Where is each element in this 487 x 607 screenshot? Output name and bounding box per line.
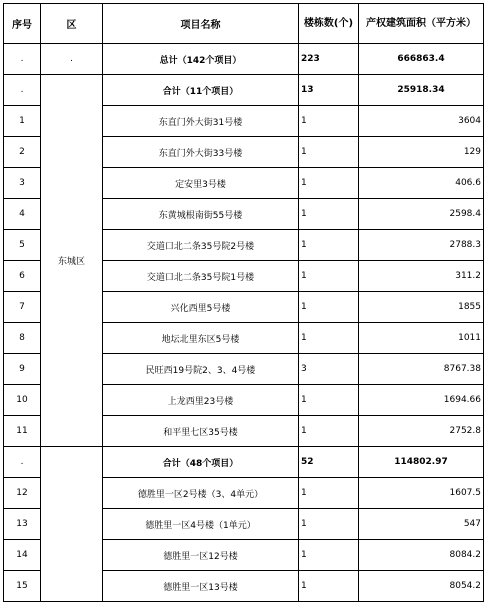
total-row (4, 44, 484, 75)
district-cell (41, 447, 103, 602)
row-seq: 1 (4, 106, 41, 137)
row-seq: 7 (4, 292, 41, 323)
total-buildings: 223 (299, 44, 359, 75)
row-project: 德胜里一区12号楼 (103, 540, 299, 571)
row-buildings: 1 (299, 230, 359, 261)
header-seq: 序号 (4, 4, 41, 44)
row-project: 交道口北二条35号院2号楼 (103, 230, 299, 261)
row-buildings: 1 (299, 106, 359, 137)
row-seq: 3 (4, 168, 41, 199)
row-buildings: 1 (299, 168, 359, 199)
row-seq: 4 (4, 199, 41, 230)
header-buildings: 楼栋数(个) (299, 4, 359, 44)
row-seq: 6 (4, 261, 41, 292)
row-project: 兴化西里5号楼 (103, 292, 299, 323)
row-project: 德胜里一区13号楼 (103, 571, 299, 602)
total-district: . (41, 44, 103, 75)
subtotal-buildings: 13 (299, 75, 359, 106)
row-area: 2752.8 (359, 416, 484, 447)
row-project: 定安里3号楼 (103, 168, 299, 199)
subtotal-row (4, 447, 484, 478)
row-area: 129 (359, 137, 484, 168)
row-buildings: 1 (299, 478, 359, 509)
row-area: 311.2 (359, 261, 484, 292)
row-seq: 9 (4, 354, 41, 385)
subtotal-area: 114802.97 (359, 447, 484, 478)
row-project: 东黄城根南街55号楼 (103, 199, 299, 230)
row-seq: 10 (4, 385, 41, 416)
header-area: 产权建筑面积（平方米） (359, 4, 484, 44)
header-district: 区 (41, 4, 103, 44)
total-area: 666863.4 (359, 44, 484, 75)
row-seq: 2 (4, 137, 41, 168)
subtotal-project: 合计（11个项目） (103, 75, 299, 106)
total-project: 总计（142个项目） (103, 44, 299, 75)
header-project: 项目名称 (103, 4, 299, 44)
row-project: 民旺西19号院2、3、4号楼 (103, 354, 299, 385)
row-buildings: 3 (299, 354, 359, 385)
row-area: 2598.4 (359, 199, 484, 230)
row-area: 1607.5 (359, 478, 484, 509)
row-area: 8767.38 (359, 354, 484, 385)
row-area: 1694.66 (359, 385, 484, 416)
header-row (4, 4, 484, 44)
row-seq: 13 (4, 509, 41, 540)
row-area: 406.6 (359, 168, 484, 199)
row-seq: 11 (4, 416, 41, 447)
subtotal-row (4, 75, 484, 106)
row-project: 德胜里一区4号楼（1单元） (103, 509, 299, 540)
row-project: 地坛北里东区5号楼 (103, 323, 299, 354)
subtotal-seq: . (4, 75, 41, 106)
row-seq: 15 (4, 571, 41, 602)
subtotal-buildings: 52 (299, 447, 359, 478)
total-seq: . (4, 44, 41, 75)
row-buildings: 1 (299, 292, 359, 323)
row-buildings: 1 (299, 509, 359, 540)
row-seq: 5 (4, 230, 41, 261)
row-buildings: 1 (299, 261, 359, 292)
row-area: 1855 (359, 292, 484, 323)
row-project: 上龙西里23号楼 (103, 385, 299, 416)
row-project: 东直门外大街31号楼 (103, 106, 299, 137)
project-table (3, 3, 484, 602)
row-seq: 12 (4, 478, 41, 509)
row-area: 8054.2 (359, 571, 484, 602)
subtotal-project: 合计（48个项目） (103, 447, 299, 478)
row-area: 547 (359, 509, 484, 540)
row-seq: 8 (4, 323, 41, 354)
row-project: 交道口北二条35号院1号楼 (103, 261, 299, 292)
row-buildings: 1 (299, 571, 359, 602)
subtotal-seq: . (4, 447, 41, 478)
row-seq: 14 (4, 540, 41, 571)
row-buildings: 1 (299, 416, 359, 447)
row-area: 3604 (359, 106, 484, 137)
row-area: 2788.3 (359, 230, 484, 261)
district-cell: 东城区 (41, 75, 103, 447)
row-buildings: 1 (299, 199, 359, 230)
row-buildings: 1 (299, 540, 359, 571)
row-buildings: 1 (299, 323, 359, 354)
row-project: 德胜里一区2号楼（3、4单元） (103, 478, 299, 509)
row-project: 东直门外大街33号楼 (103, 137, 299, 168)
row-buildings: 1 (299, 137, 359, 168)
subtotal-area: 25918.34 (359, 75, 484, 106)
row-project: 和平里七区35号楼 (103, 416, 299, 447)
row-area: 8084.2 (359, 540, 484, 571)
row-buildings: 1 (299, 385, 359, 416)
row-area: 1011 (359, 323, 484, 354)
